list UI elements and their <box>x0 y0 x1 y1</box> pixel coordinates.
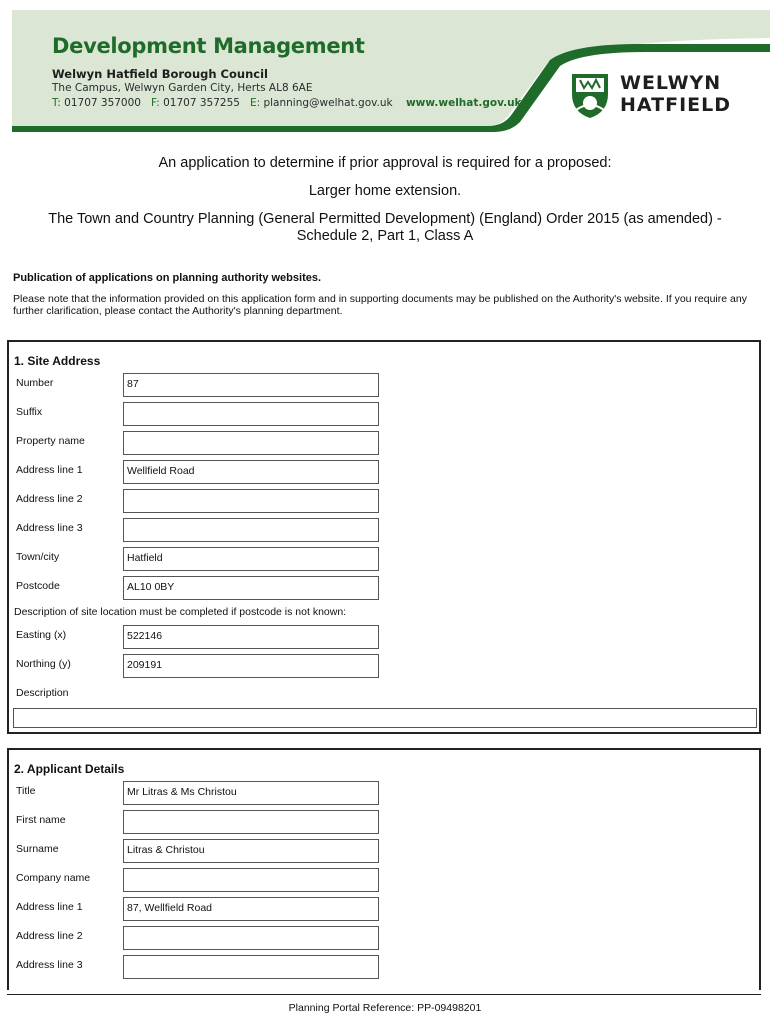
field-label: Address line 3 <box>16 959 83 971</box>
field-row <box>9 654 409 678</box>
site-number-input[interactable]: 87 <box>123 373 379 397</box>
site-address-line-3-input[interactable] <box>123 518 379 542</box>
field-row <box>9 955 409 979</box>
intro-line-4: Schedule 2, Part 1, Class A <box>296 228 474 244</box>
publication-notice: Please note that the information provided on this application form and in supporting documents may be published on the Authority's website. If you require any further clarification, please contact the Authority's planning department. <box>13 293 747 317</box>
field-label: First name <box>16 814 66 826</box>
council-name: Welwyn Hatfield Borough Council <box>52 67 268 81</box>
field-label: Number <box>16 377 54 389</box>
field-label: Property name <box>16 435 85 447</box>
field-row <box>9 489 409 513</box>
council-address: The Campus, Welwyn Garden City, Herts AL8 6AE <box>52 82 313 94</box>
site-address-line-2-input[interactable] <box>123 489 379 513</box>
applicant-company-input[interactable] <box>123 868 379 892</box>
email-label: E: <box>249 97 261 109</box>
fax-label: F: <box>151 97 160 109</box>
welwyn-hatfield-logo <box>568 70 738 120</box>
applicant-address-line-2-input[interactable] <box>123 926 379 950</box>
field-row <box>9 683 409 707</box>
section-title: 1. Site Address <box>14 354 101 368</box>
field-label: Address line 3 <box>16 522 83 534</box>
field-label: Address line 1 <box>16 464 83 476</box>
field-label: Address line 2 <box>16 930 83 942</box>
contact-line <box>52 97 522 109</box>
applicant-address-line-1-input[interactable]: 87, Wellfield Road <box>123 897 379 921</box>
field-row <box>9 547 409 571</box>
applicant-surname-input[interactable]: Litras & Christou <box>123 839 379 863</box>
site-address-line-1-input[interactable]: Wellfield Road <box>123 460 379 484</box>
field-row <box>9 839 409 863</box>
website-link[interactable]: www.welhat.gov.uk <box>405 97 522 109</box>
field-label: Address line 1 <box>16 901 83 913</box>
field-label: Description <box>16 687 69 699</box>
location-note: Description of site location must be completed if postcode is not known: <box>14 606 347 618</box>
easting-input[interactable]: 522146 <box>123 625 379 649</box>
section-title: 2. Applicant Details <box>14 762 125 776</box>
applicant-first-name-input[interactable] <box>123 810 379 834</box>
portal-reference: Planning Portal Reference: PP-09498201 <box>288 1002 482 1014</box>
crest-icon <box>568 70 612 120</box>
site-property-name-input[interactable] <box>123 431 379 455</box>
field-row <box>9 926 409 950</box>
department-title: Development Management <box>52 34 365 58</box>
footer-divider <box>7 994 761 995</box>
site-address-section <box>7 340 761 734</box>
applicant-title-input[interactable]: Mr Litras & Ms Christou <box>123 781 379 805</box>
field-label: Town/city <box>16 551 60 563</box>
field-row <box>9 810 409 834</box>
site-postcode-input[interactable]: AL10 0BY <box>123 576 379 600</box>
fax-number: 01707 357255 <box>163 97 240 109</box>
field-label: Address line 2 <box>16 493 83 505</box>
applicant-details-section <box>7 748 761 990</box>
email-address[interactable]: planning@welhat.gov.uk <box>263 97 393 109</box>
intro-line-3: The Town and Country Planning (General Permitted Development) (England) Order 2015 (as amended) - <box>48 211 722 227</box>
field-row <box>9 402 409 426</box>
field-row <box>9 868 409 892</box>
field-row <box>9 576 409 600</box>
field-row <box>9 625 409 649</box>
field-label: Easting (x) <box>16 629 67 641</box>
field-label: Postcode <box>16 580 60 592</box>
field-row <box>9 460 409 484</box>
tel-number: 01707 357000 <box>64 97 141 109</box>
logo-line-1: WELWYN <box>620 72 722 94</box>
field-label: Northing (y) <box>16 658 71 670</box>
letterhead <box>0 0 770 132</box>
publication-heading: Publication of applications on planning authority websites. <box>13 272 322 284</box>
field-label: Surname <box>16 843 59 855</box>
applicant-address-line-3-input[interactable] <box>123 955 379 979</box>
field-label: Title <box>16 785 36 797</box>
field-label: Suffix <box>16 406 43 418</box>
field-row <box>9 518 409 542</box>
field-label: Company name <box>16 872 91 884</box>
field-row <box>9 781 409 805</box>
field-row <box>9 431 409 455</box>
northing-input[interactable]: 209191 <box>123 654 379 678</box>
field-row <box>9 897 409 921</box>
logo-line-2: HATFIELD <box>620 94 731 116</box>
site-description-input[interactable] <box>13 708 757 728</box>
intro-line-2: Larger home extension. <box>308 183 462 199</box>
field-row <box>9 373 409 397</box>
intro-line-1: An application to determine if prior approval is required for a proposed: <box>158 155 612 171</box>
site-suffix-input[interactable] <box>123 402 379 426</box>
tel-label: T: <box>52 97 61 109</box>
site-town-input[interactable]: Hatfield <box>123 547 379 571</box>
